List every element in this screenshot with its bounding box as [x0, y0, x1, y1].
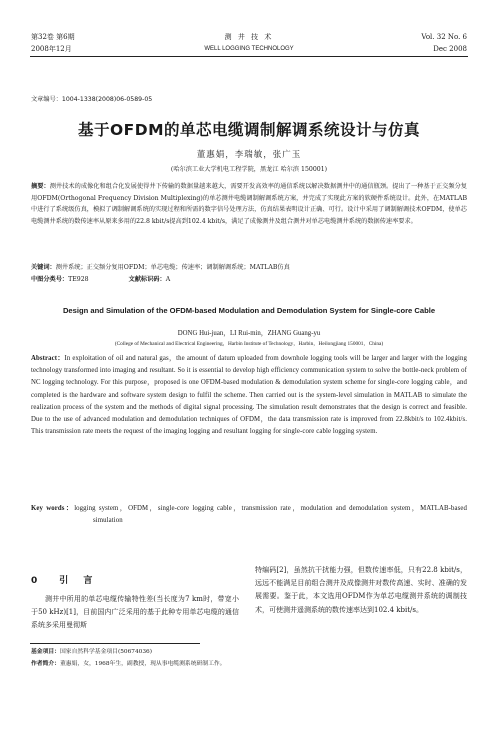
keywords-en: [31, 503, 467, 527]
doc-code-label: 文献标识码：: [128, 276, 166, 283]
footnote-author: [31, 659, 225, 670]
intro-left-column: 测井中所用的单芯电缆传输特性差(当长度为7 km时，带宽小于50 kHz)[1]，目前国内广泛采用的基于此种专用单芯电缆的通信系统多采用曼彻斯: [31, 595, 239, 630]
section-heading: [31, 573, 98, 586]
volume-issue: 第32卷 第6期: [31, 33, 75, 41]
keywords-en-text: logging system，OFDM，single-core logging cable，transmission rate，modulation and demodulation system，MATLAB-based simulation: [74, 505, 467, 525]
footnote-funding-label: 基金项目：: [31, 649, 60, 655]
footnote-funding-text: 国家自然科学基金项目(50674036): [60, 649, 152, 655]
footnote-funding: [31, 647, 152, 658]
section-number: 0: [31, 576, 44, 586]
journal-name-cn: 测 井 技 术: [224, 33, 274, 41]
publication-date-cn: 2008年12月: [31, 45, 72, 53]
keywords-en-label: Key words：: [31, 505, 75, 512]
clc-value: TE928: [68, 276, 89, 283]
keywords-cn: [31, 262, 467, 274]
affiliation-en: (College of Mechanical and Electrical Engineering，Harbin Institute of Technology，Harbin，Heilongjiang 150001，China): [114, 341, 384, 347]
abstract-en-text: In exploitation of oil and natural gas，the amount of datum uploaded from downhole logging tools will be larger and larger with the logging technology transformed into imaging and resultant. So it is essential to develop high efficiency communication system to solve the bottle-neck problem of NC logging technology. For this purpose，proposed is one OFDM-based modulation & demodulation system scheme for single-core logging cable，and completed is the hardware and software system design to fulfil the scheme. Then carried out is the system-level simulation in MATLAB to simulate the realization process of the system and the methods of digital signal processing. The simulation result demonstrates that the design is correct and feasible. Due to the use of advanced modulation and demodulation techniques of OFDM，the data transmission rate is improved from 22.8kbit/s to 102.4kbit/s. This transmission rate meets the request of the imaging logging and resultant logging for single-core cable logging system.: [31, 355, 468, 436]
abstract-en: [31, 353, 467, 438]
article-id: 文章编号：1004-1338(2008)06-0589-05: [31, 96, 153, 103]
footnote-author-text: 董惠娟，女，1968年生，副教授，现从事电缆测系统研制工作。: [60, 661, 226, 667]
section-title: 引 言: [59, 576, 99, 586]
clc-label: 中图分类号：: [31, 276, 69, 283]
keywords-cn-text: 测井系统；正交频分复用OFDM；单芯电缆；传速率；调制解调系统；MATLAB仿真: [55, 264, 290, 271]
journal-name-en: WELL LOGGING TECHNOLOGY: [204, 46, 294, 52]
authors-en: DONG Hui-juan，LI Rui-min，ZHANG Guang-yu: [177, 330, 321, 337]
paper-title-en: Design and Simulation of the OFDM-based Modulation and Demodulation System for Single-core Cable: [62, 306, 436, 315]
doc-code-value: A: [165, 276, 171, 283]
publication-date-en: Dec 2008: [433, 45, 467, 53]
classification-line: [31, 274, 467, 286]
abstract-cn-text: 测井技术的成像化和组合化发展使得井下传输的数据量越来越大，需要开发高效率的通信系统以解决数据测井中的通信瓶颈。提出了一种基于正交频分复用OFDM(Orthogonal Frequency Division Multiplexing)的单芯测井电缆调制解调系统方案，并完成了实现此方案的软硬件系统设计。此外，在MATLAB中进行了系统级仿真，模拟了调制解调系统的实现过程和所需的数字信号处理方法，仿真结果表明设计正确、可行。设计中采用了调制解调技术OFDM，使单芯电缆测井系统的数传速率从原来多用的22.8 kbit/s提高到102.4 kbit/s，满足了成像测井及组合测井对单芯电缆测井系统的数据传速率要求。: [31, 183, 467, 225]
volume-issue-en: Vol. 32 No. 6: [421, 33, 467, 41]
footnote-author-label: 作者简介：: [31, 661, 60, 667]
footnote-rule: [30, 643, 200, 644]
authors-cn: 董惠娟，李瑞敏，张广玉: [196, 150, 302, 160]
abstract-en-label: Abstract：: [31, 355, 65, 362]
keywords-cn-label: 关键词：: [31, 264, 56, 271]
abstract-cn: [31, 181, 467, 227]
intro-right-column: 特编码[2]，虽然抗干扰能力强，但数传速率低，只有22.8 kbit/s，远远不能满足目前组合测井及成像测井对数传高速、实时、准确的发展需要。鉴于此，本文选用OFDM作为单芯电缆测井系统的调制技术，可使测井遥测系统的数传速率达到102.4 kbit/s。: [255, 566, 467, 614]
abstract-cn-label: 摘要：: [31, 183, 50, 190]
affiliation-cn: (哈尔滨工业大学机电工程学院，黑龙江 哈尔滨 150001): [170, 166, 328, 173]
paper-title-cn: 基于OFDM的单芯电缆调制解调系统设计与仿真: [77, 121, 421, 139]
header-rule: [30, 56, 468, 57]
